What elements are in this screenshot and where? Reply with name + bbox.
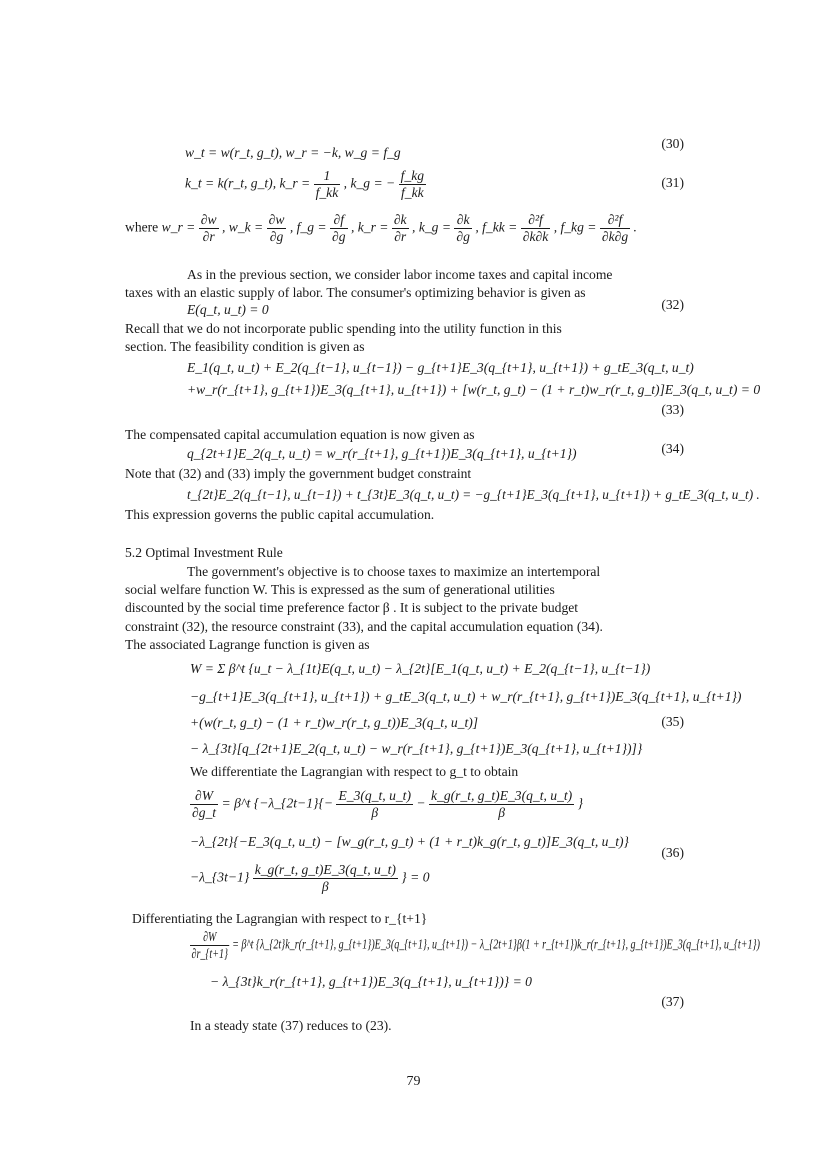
equation-36-line-3 — [190, 862, 430, 895]
paragraph-4: Note that (32) and (33) imply the government budget constraint — [125, 466, 472, 481]
eq31-frac2-den: f_kk — [401, 185, 424, 200]
def-wr-lead: w_r = — [161, 219, 196, 235]
def-kr-lead: , k_r = — [350, 219, 389, 235]
paragraph-3: The compensated capital accumulation equation is now given as — [125, 427, 475, 442]
def-wk-num: ∂w — [268, 212, 285, 227]
equation-36-line-1 — [190, 788, 583, 821]
paragraph-6-line-2: social welfare function W. This is expressed as the sum of generational utilities — [125, 582, 555, 597]
equation-number-32: (32) — [661, 297, 684, 312]
eq36-lhs-frac — [190, 788, 218, 821]
eq36-lhs-num: ∂W — [190, 788, 218, 805]
def-wr-frac — [199, 212, 219, 245]
eq36c-close: } = 0 — [401, 869, 430, 885]
def-fkg-lead: , f_kg = — [553, 219, 597, 235]
equation-35-line-3: +(w(r_t, g_t) − (1 + r_t)w_r(r_t, g_t))E_3(q_t, u_t)] — [190, 715, 479, 730]
paragraph-6-line-5: The associated Lagrange function is given as — [125, 637, 370, 652]
def-kr-frac — [392, 212, 409, 245]
equation-30: w_t = w(r_t, g_t), w_r = −k, w_g = f_g — [185, 145, 401, 160]
eq37-rhs: = β^t {λ_{2t}k_r(r_{t+1}, g_{t+1})E_3(q_{t+1}, u_{t+1}) − λ_{2t+1}β(1 + r_{t+1})k_r(r_{t+1}, g_{t+1})E_3(q_{t+1}, u_{t+1}) — [232, 936, 760, 952]
def-fg-num: ∂f — [330, 212, 348, 229]
paragraph-9: In a steady state (37) reduces to (23). — [190, 1018, 392, 1033]
def-fkk-frac — [521, 212, 551, 245]
def-wk-lead: , w_k = — [221, 219, 264, 235]
def-fg-frac — [330, 212, 348, 245]
def-tail: . — [633, 219, 637, 235]
eq36-mid: = β^t {−λ_{2t−1}{− — [221, 795, 334, 811]
equation-35-line-2: −g_{t+1}E_3(q_{t+1}, u_{t+1}) + g_tE_3(q_t, u_t) + w_r(r_{t+1}, g_{t+1})E_3(q_{t+1}, u_{t+1}) — [190, 689, 742, 704]
equation-35-line-1: W = Σ β^t {u_t − λ_{1t}E(q_t, u_t) − λ_{2t}[E_1(q_t, u_t) + E_2(q_{t−1}, u_{t−1}) — [190, 661, 651, 676]
eq31-frac1-num: 1 — [314, 168, 341, 185]
eq31-fraction-2 — [399, 168, 426, 201]
equation-33-line-1: E_1(q_t, u_t) + E_2(q_{t−1}, u_{t−1}) − g_{t+1}E_3(q_{t+1}, u_{t+1}) + g_tE_3(q_t, u_t) — [187, 360, 694, 375]
paragraph-6-line-3: discounted by the social time preference factor β . It is subject to the private budget — [125, 600, 579, 615]
equation-31 — [185, 168, 426, 201]
equation-32: E(q_t, u_t) = 0 — [187, 302, 269, 317]
eq31-mid: , k_g = − — [343, 175, 396, 191]
paragraph-7: We differentiate the Lagrangian with respect to g_t to obtain — [190, 764, 519, 779]
eq31-fraction-1 — [314, 168, 341, 201]
equation-number-34: (34) — [661, 441, 684, 456]
eq36-f2-num: k_g(r_t, g_t)E_3(q_t, u_t) — [430, 788, 573, 803]
definitions-line — [125, 212, 637, 245]
eq37-lhs-den: ∂r_{t+1} — [191, 946, 229, 961]
equation-37-line-2: − λ_{3t}k_r(r_{t+1}, g_{t+1})E_3(q_{t+1}, u_{t+1})} = 0 — [210, 974, 532, 989]
eq31-frac1-den: f_kk — [315, 185, 339, 200]
eq36c-num: k_g(r_t, g_t)E_3(q_t, u_t) — [254, 862, 396, 877]
paragraph-1-line-2: taxes with an elastic supply of labor. The consumer's optimizing behavior is given as — [125, 285, 586, 300]
equation-33-line-2: +w_r(r_{t+1}, g_{t+1})E_3(q_{t+1}, u_{t+1}) + [w(r_t, g_t) − (1 + r_t)w_r(r_t, g_t)]E_3(q_t, u_t) = 0 — [187, 382, 761, 397]
eq37-lhs-num: ∂W — [190, 929, 230, 946]
page-number: 79 — [406, 1074, 421, 1089]
eq36-lhs-den: ∂g_t — [192, 805, 217, 820]
budget-constraint: t_{2t}E_2(q_{t−1}, u_{t−1}) + t_{3t}E_3(q_t, u_t) = −g_{t+1}E_3(q_{t+1}, u_{t+1}) + g_tE_3(q_t, u_t) . — [187, 487, 760, 502]
eq36c-frac — [253, 862, 398, 895]
equation-37-line-1 — [190, 929, 760, 962]
paragraph-2-line-2: section. The feasibility condition is given as — [125, 339, 365, 354]
eq36-frac-2 — [429, 788, 574, 821]
eq37-lhs-frac — [190, 929, 230, 962]
def-wr-num: ∂w — [200, 212, 217, 227]
def-fkg-den: ∂k∂g — [601, 229, 629, 244]
eq31-frac2-num: f_kg — [400, 168, 425, 183]
eq36-minus: − — [416, 795, 426, 811]
eq31-lead: k_t = k(r_t, g_t), k_r = — [185, 175, 314, 191]
equation-number-37: (37) — [661, 994, 684, 1009]
paragraph-5: This expression governs the public capital accumulation. — [125, 507, 435, 522]
where-word: where — [125, 219, 159, 235]
eq36c-lead: −λ_{3t−1} — [190, 869, 250, 885]
section-heading: 5.2 Optimal Investment Rule — [125, 545, 283, 560]
paragraph-6-line-4: constraint (32), the resource constraint (33), and the capital accumulation equation (34). — [125, 619, 603, 634]
def-fkg-frac — [600, 212, 630, 245]
def-wk-den: ∂g — [269, 229, 284, 244]
equation-36-line-2: −λ_{2t}{−E_3(q_t, u_t) − [w_g(r_t, g_t) + (1 + r_t)k_g(r_t, g_t)]E_3(q_t, u_t)} — [190, 834, 629, 849]
equation-number-33: (33) — [661, 402, 684, 417]
def-wr-den: ∂r — [202, 229, 215, 244]
def-wk-frac — [267, 212, 287, 245]
equation-number-30: (30) — [661, 136, 684, 151]
paragraph-6-line-1: The government's objective is to choose taxes to maximize an intertemporal — [187, 564, 601, 579]
def-kr-num: ∂k — [393, 212, 407, 227]
equation-34: q_{2t+1}E_2(q_t, u_t) = w_r(r_{t+1}, g_{t+1})E_3(q_{t+1}, u_{t+1}) — [187, 446, 577, 461]
paragraph-8: Differentiating the Lagrangian with respect to r_{t+1} — [132, 911, 428, 926]
eq36-f1-num: E_3(q_t, u_t) — [338, 788, 411, 803]
def-fkg-num: ∂²f — [600, 212, 630, 229]
eq36-frac-1 — [336, 788, 413, 821]
paragraph-1-line-1: As in the previous section, we consider labor income taxes and capital income — [187, 267, 613, 282]
eq36-close: } — [577, 795, 584, 811]
def-kr-den: ∂r — [394, 229, 407, 244]
def-kg-lead: , k_g = — [412, 219, 452, 235]
equation-number-31: (31) — [661, 175, 684, 190]
equation-35-line-4: − λ_{3t}[q_{2t+1}E_2(q_t, u_t) − w_r(r_{t+1}, g_{t+1})E_3(q_{t+1}, u_{t+1})]} — [190, 741, 643, 756]
def-fkk-den: ∂k∂k — [522, 229, 549, 244]
equation-number-36: (36) — [661, 845, 684, 860]
def-fg-den: ∂g — [332, 229, 346, 244]
eq36-f1-den: β — [371, 805, 379, 820]
def-kg-num: ∂k — [454, 212, 472, 229]
def-fg-lead: , f_g = — [289, 219, 327, 235]
eq36c-den: β — [321, 879, 329, 894]
def-kg-frac — [454, 212, 472, 245]
def-kg-den: ∂g — [456, 229, 470, 244]
equation-number-35: (35) — [661, 714, 684, 729]
paragraph-2-line-1: Recall that we do not incorporate public spending into the utility function in this — [125, 321, 562, 336]
eq36-f2-den: β — [498, 805, 505, 820]
def-fkk-lead: , f_kk = — [475, 219, 518, 235]
def-fkk-num: ∂²f — [521, 212, 551, 229]
